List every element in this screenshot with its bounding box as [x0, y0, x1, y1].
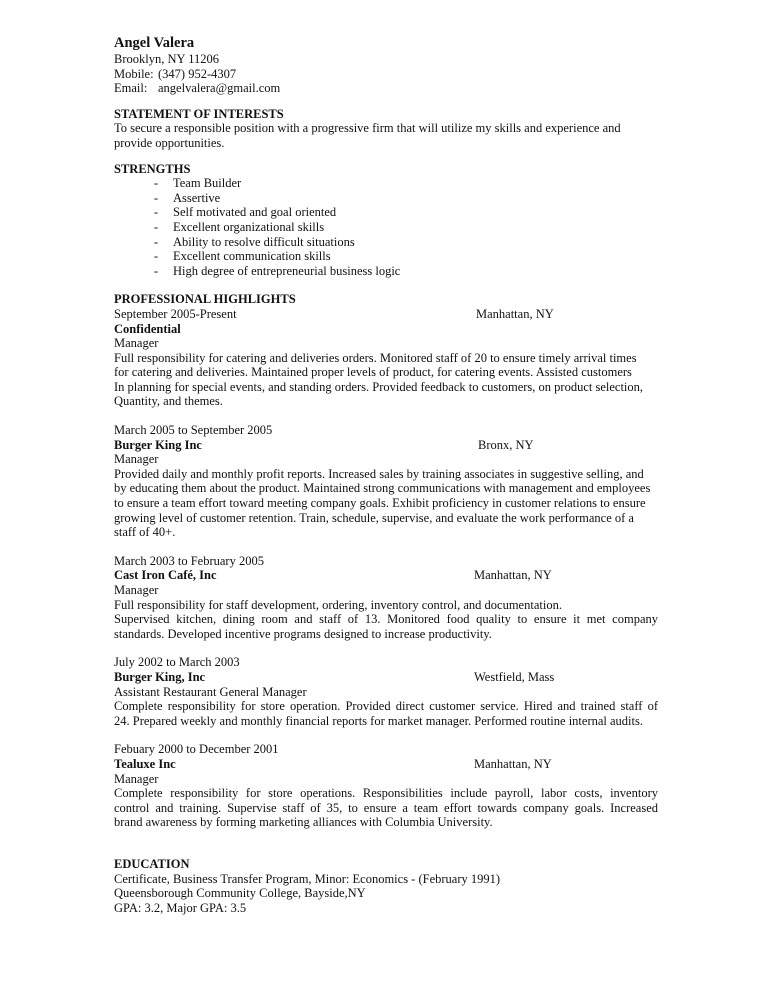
job-location: Manhattan, NY [476, 306, 554, 321]
list-item: - Assertive [153, 190, 221, 205]
job-entry [114, 423, 658, 540]
job-title: Manager [114, 771, 159, 786]
job-dates: September 2005-Present [114, 306, 237, 321]
job-company: Confidential [114, 321, 181, 336]
job-description-line: Provided daily and monthly profit reports. Increased sales by training associates in suggestive selling, and [114, 466, 644, 481]
job-company: Tealuxe Inc [114, 756, 176, 771]
job-title: Assistant Restaurant General Manager [114, 684, 307, 699]
education-section [114, 857, 658, 915]
strengths-section [114, 162, 658, 279]
job-title: Manager [114, 336, 159, 351]
job-entry [114, 554, 658, 642]
job-description-line: Quantity, and themes. [114, 394, 223, 409]
job-location: Bronx, NY [478, 437, 534, 452]
statement-line: To secure a responsible position with a progressive firm that will utilize my skills and experience and [114, 121, 621, 136]
statement-line: provide opportunities. [114, 135, 225, 150]
job-company: Burger King Inc [114, 437, 202, 452]
job-entry [114, 307, 658, 409]
job-description-line: Complete responsibility for store operations. Responsibilities include payroll, labor costs, inventory [114, 786, 658, 801]
job-description-line: growing level of customer retention. Train, schedule, supervise, and evaluate the work performance of a [114, 510, 634, 525]
job-dates-row [114, 307, 658, 322]
address: Brooklyn, NY 11206 [114, 52, 219, 66]
job-company-row [114, 438, 658, 453]
highlights-heading: PROFESSIONAL HIGHLIGHTS [114, 292, 296, 307]
statement-heading: STATEMENT OF INTERESTS [114, 106, 284, 121]
job-description-line: to ensure a team effort toward meeting company goals. Exhibit proficiency in customer relations to ensure [114, 496, 646, 511]
job-description-line: staff of 40+. [114, 525, 176, 540]
education-heading: EDUCATION [114, 856, 190, 871]
job-description-line: Supervised kitchen, dining room and staff of 13. Monitored food quality to ensure it met company [114, 612, 658, 627]
education-line: GPA: 3.2, Major GPA: 3.5 [114, 900, 247, 915]
job-description-line: Complete responsibility for store operation. Provided direct customer service. Hired and trained staff of [114, 699, 658, 714]
job-title: Manager [114, 583, 159, 597]
list-item: - Excellent organizational skills [153, 219, 325, 234]
job-description-line: brand awareness by forming marketing alliances with Columbia University. [114, 815, 493, 830]
education-line: Queensborough Community College, Bayside,NY [114, 886, 366, 901]
job-title: Manager [114, 452, 159, 467]
job-company: Burger King, Inc [114, 669, 206, 684]
mobile-line [114, 67, 658, 82]
list-item: - Team Builder [153, 176, 242, 191]
highlights-section [114, 292, 658, 830]
job-company: Cast Iron Café, Inc [114, 568, 217, 583]
job-description-line: In planning for special events, and standing orders. Provided feedback to customers, on product selection, [114, 379, 644, 394]
resume-page [114, 35, 658, 915]
job-description-line: standards. Developed incentive programs designed to increase productivity. [114, 626, 492, 641]
job-description-line: Full responsibility for staff development, ordering, inventory control, and documentation. [114, 597, 562, 612]
job-description-line: 24. Prepared weekly and monthly financial reports for market manager. Performed routine internal audits. [114, 713, 643, 728]
job-location: Westfield, Mass [474, 669, 555, 684]
job-description-line: control and training. Supervise staff of 35, to ensure a team effort towards company goals. Increased [114, 800, 658, 815]
list-item: - Ability to resolve difficult situations [153, 234, 355, 249]
job-description-line: by educating them about the product. Maintained strong communications with management and employees [114, 481, 651, 496]
mobile-number: (347) 952-4307 [158, 66, 237, 81]
list-item: - High degree of entrepreneurial business logic [153, 263, 401, 278]
strengths-list [114, 176, 658, 278]
education-line: Certificate, Business Transfer Program, Minor: Economics - (February 1991) [114, 871, 501, 886]
statement-section [114, 107, 658, 151]
email-line [114, 81, 658, 96]
job-description-line: for catering and deliveries. Maintained proper levels of product, for catering events. Assisted customers [114, 365, 632, 380]
job-company-row [114, 568, 658, 583]
job-entry [114, 742, 658, 830]
job-dates: March 2005 to September 2005 [114, 423, 273, 438]
list-item: - Excellent communication skills [153, 249, 331, 264]
job-dates: July 2002 to March 2003 [114, 655, 240, 670]
job-company-row [114, 670, 658, 685]
strengths-heading: STRENGTHS [114, 161, 191, 176]
job-entry [114, 655, 658, 728]
job-dates: Febuary 2000 to December 2001 [114, 742, 279, 757]
candidate-name: Angel Valera [114, 35, 195, 51]
list-item: - Self motivated and goal oriented [153, 205, 337, 220]
job-location: Manhattan, NY [474, 756, 552, 771]
email-address: angelvalera@gmail.com [158, 81, 281, 96]
job-dates: March 2003 to February 2005 [114, 553, 264, 568]
job-location: Manhattan, NY [474, 568, 552, 583]
job-description-line: Full responsibility for catering and deliveries orders. Monitored staff of 20 to ensure timely arrival times [114, 350, 637, 365]
job-company-row [114, 757, 658, 772]
email-label: Email: [114, 81, 148, 96]
mobile-label: Mobile: [114, 66, 154, 81]
resume-header [114, 35, 658, 96]
